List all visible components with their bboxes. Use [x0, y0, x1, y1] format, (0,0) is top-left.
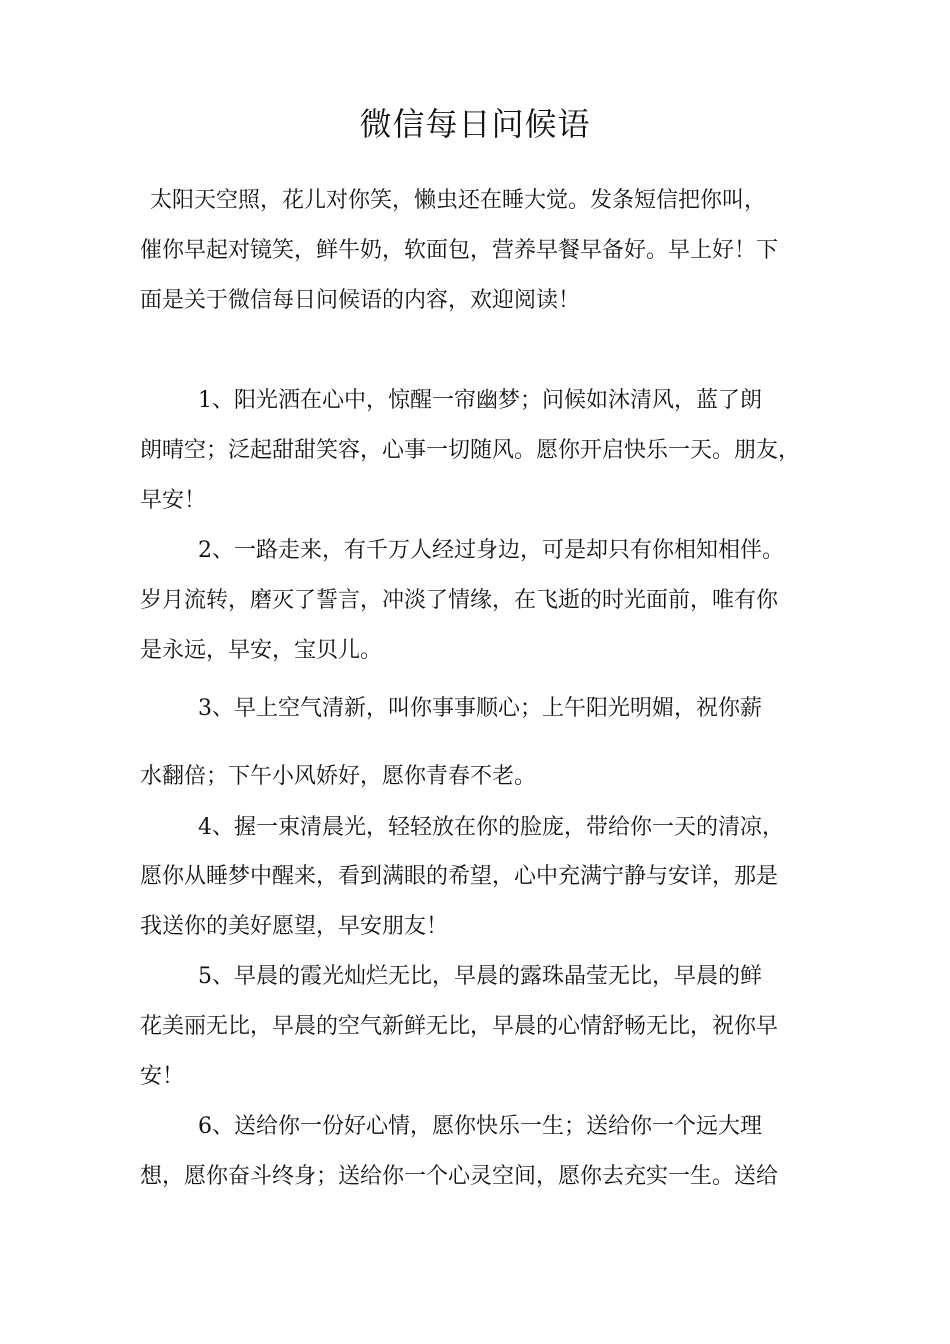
item-2-line-3: 是永远，早安，宝贝儿。 — [140, 638, 383, 663]
intro-line-3: 面是关于微信每日问候语的内容，欢迎阅读！ — [140, 288, 581, 313]
item-1-line-1: 1、阳光洒在心中，惊醒一帘幽梦；问候如沐清风，蓝了朗 — [198, 388, 762, 413]
item-6-line-1: 6、送给你一份好心情，愿你快乐一生；送给你一个远大理 — [198, 1114, 762, 1139]
document-title: 微信每日问候语 — [359, 105, 591, 143]
item-1-line-2: 朗晴空；泛起甜甜笑容，心事一切随风。愿你开启快乐一天。朋友， — [140, 438, 801, 463]
item-5-line-2: 花美丽无比，早晨的空气新鲜无比，早晨的心情舒畅无比，祝你早 — [140, 1014, 779, 1039]
item-4-line-2: 愿你从睡梦中醒来，看到满眼的希望，心中充满宁静与安详，那是 — [140, 864, 779, 889]
item-2-line-1: 2、一路走来，有千万人经过身边，可是却只有你相知相伴。 — [198, 538, 784, 563]
item-3-line-1: 3、早上空气清新，叫你事事顺心；上午阳光明媚，祝你薪 — [198, 696, 762, 721]
intro-line-2: 催你早起对镜笑，鲜牛奶，软面包，营养早餐早备好。早上好！下 — [140, 238, 779, 263]
item-1-line-3: 早安！ — [140, 488, 207, 513]
item-4-line-1: 4、握一束清晨光，轻轻放在你的脸庞，带给你一天的清凉， — [198, 815, 784, 840]
item-2-line-2: 岁月流转，磨灭了誓言，冲淡了情缘，在飞逝的时光面前，唯有你 — [140, 588, 779, 613]
item-5-line-3: 安！ — [140, 1064, 185, 1089]
item-6-line-2: 想，愿你奋斗终身；送给你一个心灵空间，愿你去充实一生。送给 — [140, 1164, 779, 1189]
item-3-line-2: 水翻倍；下午小风娇好，愿你青春不老。 — [140, 764, 537, 789]
item-5-line-1: 5、早晨的霞光灿烂无比，早晨的露珠晶莹无比，早晨的鲜 — [198, 964, 762, 989]
item-4-line-3: 我送你的美好愿望，早安朋友！ — [140, 914, 449, 939]
intro-line-1: 太阳天空照，花儿对你笑，懒虫还在睡大觉。发条短信把你叫， — [150, 188, 767, 213]
